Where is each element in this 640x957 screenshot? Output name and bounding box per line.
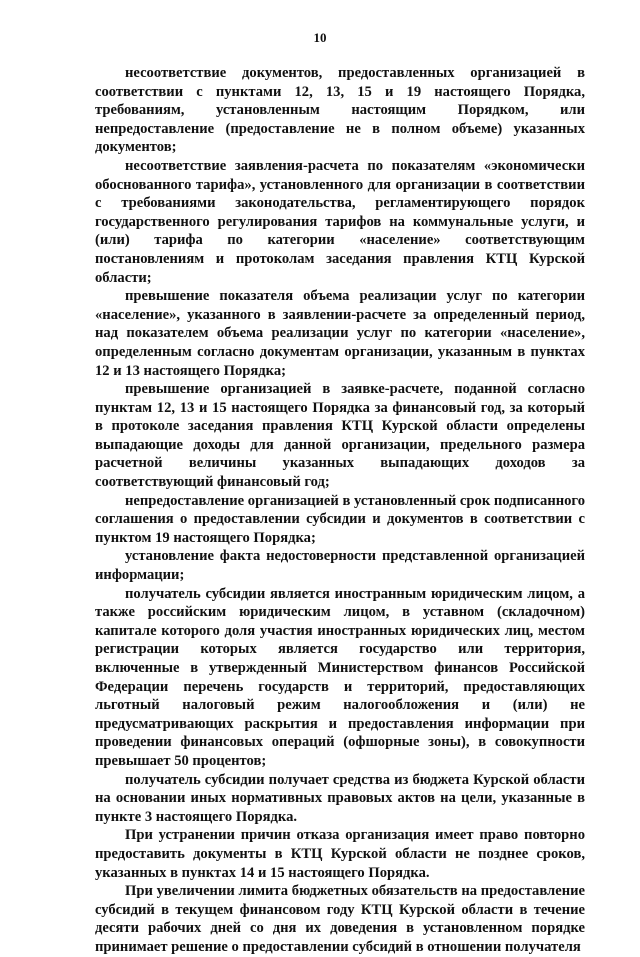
- paragraph: превышение организацией в заявке-расчете, поданной согласно пунктам 12, 13 и 15 настоящего Порядка за финансовый год, за который в протоколе заседания правления КТЦ Курской области определены выпадающие доходы для данной организации, предельного размера расчетной величины указанных выпадающих доходов за соответствующий финансовый год;: [95, 381, 585, 491]
- document-body: [95, 64, 585, 957]
- paragraph: получатель субсидии является иностранным юридическим лицом, а также российским юридическим лицом, в уставном (складочном) капитале которого доля участия иностранных юридических лиц, местом регистрации которых является государство или территория, включенные в утвержденный Министерством финансов Российской Федерации перечень государств и территорий, предоставляющих льготный налоговый режим налогообложения и (или) не предусматривающих раскрытия и предоставления информации при проведении финансовых операций (офшорные зоны), в совокупности превышает 50 процентов;: [95, 585, 585, 769]
- paragraph: превышение показателя объема реализации услуг по категории «население», указанного в заявлении-расчете за определенный период, над показателем объема реализации услуг по категории «население», определенным согласно документам организации, указанным в пунктах 12 и 13 настоящего Порядка;: [95, 288, 585, 379]
- paragraph: получатель субсидии получает средства из бюджета Курской области на основании иных нормативных правовых актов на цели, указанные в пункте 3 настоящего Порядка.: [95, 771, 585, 825]
- paragraph: непредоставление организацией в установленный срок подписанного соглашения о предоставлении субсидии и документов в соответствии с пунктом 19 настоящего Порядка;: [95, 492, 585, 546]
- paragraph: несоответствие документов, предоставленных организацией в соответствии с пунктами 12, 13, 15 и 19 настоящего Порядка, требованиям, установленным настоящим Порядком, или непредоставление (предоставление не в полном объеме) указанных документов;: [95, 65, 585, 156]
- page-number: 10: [313, 30, 327, 45]
- paragraph: несоответствие заявления-расчета по показателям «экономически обоснованного тарифа», установленного для организации в соответствии с требованиями законодательства, регламентирующего порядок государственного регулирования тарифов на коммунальные услуги, и (или) тарифа по категории «население» соответствующим постановлениям и протоколам заседания правления КТЦ Курской области;: [95, 157, 585, 286]
- paragraph: При устранении причин отказа организация имеет право повторно предоставить документы в КТЦ Курской области не позднее сроков, указанных в пунктах 14 и 15 настоящего Порядка.: [95, 827, 585, 881]
- paragraph: установление факта недостоверности представленной организацией информации;: [95, 548, 585, 584]
- paragraph: При увеличении лимита бюджетных обязательств на предоставление субсидий в текущем финансовом году КТЦ Курской области в течение десяти рабочих дней со дня их доведения в установленном порядке принимает решение о предоставлении субсидий в отношении получателя: [95, 883, 585, 955]
